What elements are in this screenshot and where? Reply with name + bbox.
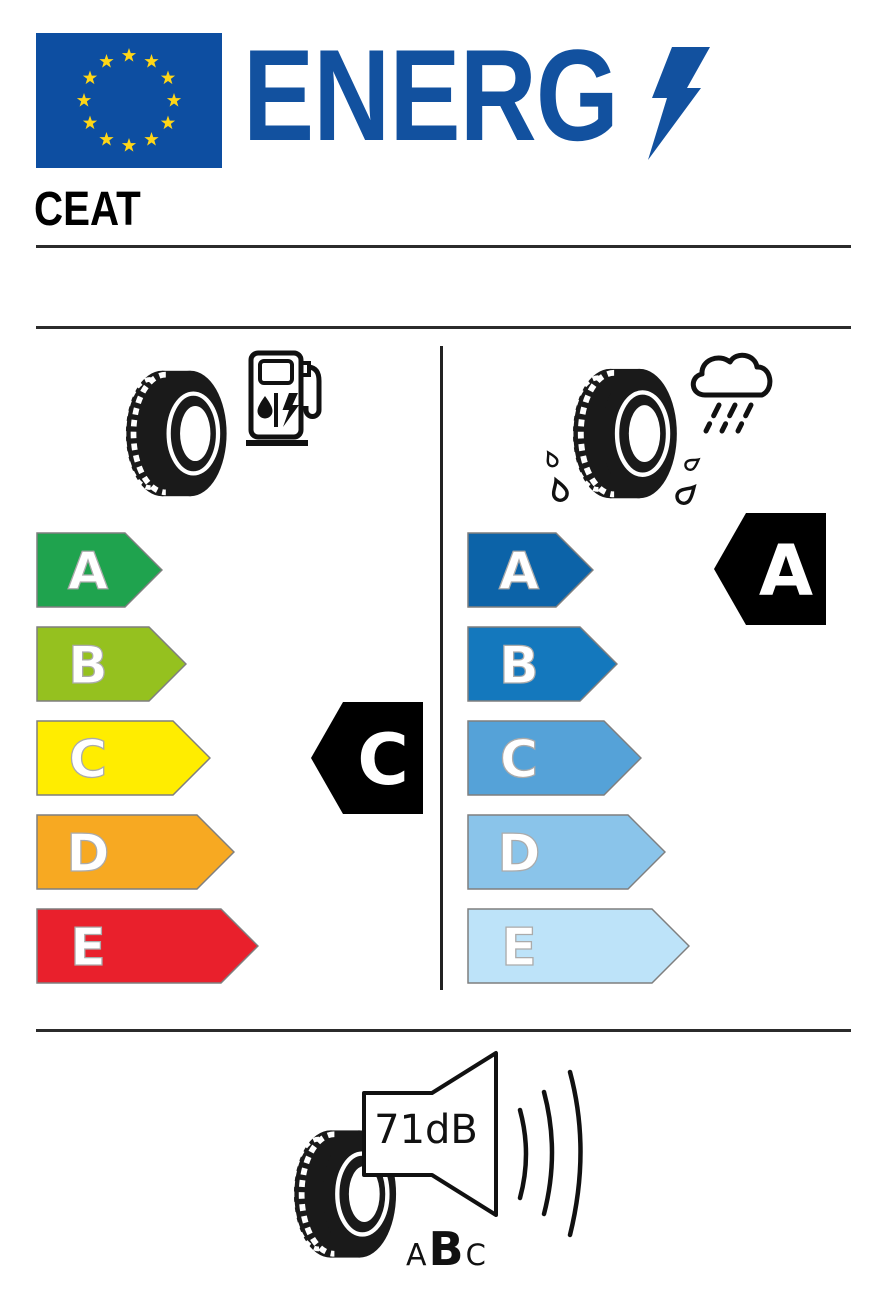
tire-fuel-pump-icon	[120, 345, 330, 517]
fuel-rating-indicator	[311, 702, 423, 814]
fuel-grade-label: E	[70, 918, 106, 978]
wetgrip-rating-bar-e	[467, 908, 690, 984]
separator-line-top	[36, 245, 851, 248]
fuel-grade-label: A	[67, 542, 109, 602]
energ-logo-text: ENERG	[243, 22, 618, 168]
wetgrip-rating-indicator	[714, 513, 826, 625]
fuel-grade-label: B	[68, 636, 108, 696]
noise-db-value: 71dB	[374, 1107, 478, 1153]
eu-flag-icon	[36, 33, 222, 168]
tire-rain-cloud-icon	[535, 345, 795, 520]
noise-class-a: A	[406, 1238, 427, 1273]
wetgrip-grade-label: D	[497, 824, 541, 884]
fuel-rating-bar-b	[36, 626, 187, 702]
fuel-rating-bar-d	[36, 814, 235, 890]
separator-line-middle	[36, 326, 851, 329]
wetgrip-grade-label: C	[499, 730, 539, 790]
column-divider	[440, 346, 443, 990]
brand-name: CEAT	[34, 183, 141, 236]
wetgrip-rating-bar-c	[467, 720, 642, 796]
fuel-rating-bar-e	[36, 908, 259, 984]
wetgrip-rating-bar-a	[467, 532, 594, 608]
wetgrip-grade-label: B	[499, 636, 539, 696]
noise-class-c: C	[465, 1238, 486, 1272]
noise-class-b-selected: B	[428, 1222, 464, 1276]
wetgrip-rating-bar-b	[467, 626, 618, 702]
fuel-rating-bar-a	[36, 532, 163, 608]
fuel-grade-label: C	[68, 730, 108, 790]
noise-class-scale	[406, 1222, 506, 1276]
wetgrip-grade-label: A	[498, 542, 540, 602]
fuel-rating-bar-c	[36, 720, 211, 796]
wetgrip-rating-bar-d	[467, 814, 666, 890]
fuel-grade-label: D	[66, 824, 110, 884]
fuel-rating-value: C	[357, 719, 409, 801]
lightning-bolt-icon	[640, 47, 710, 160]
separator-line-bottom	[36, 1029, 851, 1032]
sound-waves-icon	[512, 1062, 590, 1247]
wetgrip-grade-label: E	[501, 918, 537, 978]
wetgrip-rating-value: A	[758, 530, 814, 612]
